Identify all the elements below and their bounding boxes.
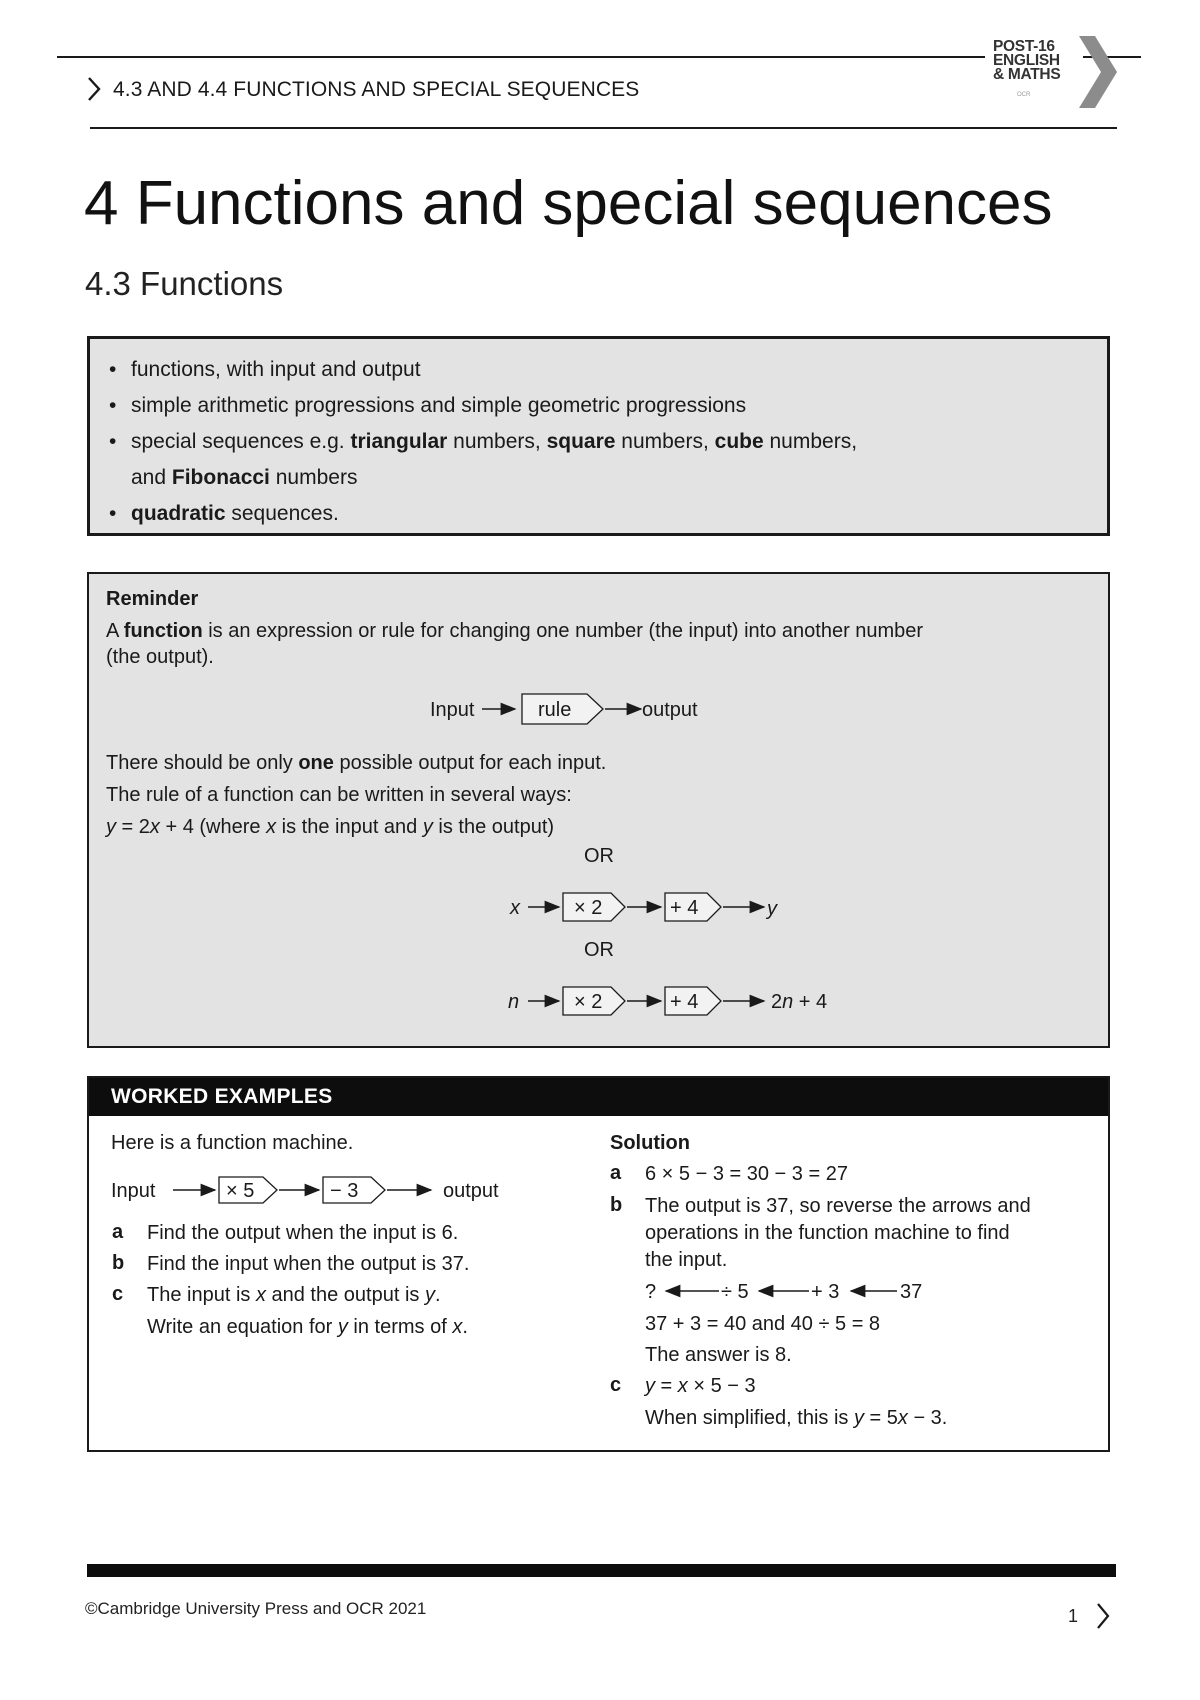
- objective-item: • special sequences e.g. triangular numbers, square numbers, cube numbers, and Fibonacci numbers: [109, 430, 858, 489]
- worked-examples-box: [87, 1076, 1110, 1452]
- diagram2-op1: × 2: [574, 897, 603, 919]
- reverse-function-machine: [641, 1274, 971, 1308]
- worked-examples-header: [89, 1078, 1108, 1116]
- worked-examples-heading: WORKED EXAMPLES: [111, 1085, 333, 1108]
- reminder-box: [87, 572, 1110, 1048]
- machine-output: output: [443, 1180, 499, 1202]
- header-top-rule: [57, 56, 1141, 58]
- header-bottom-rule: [90, 127, 1117, 129]
- question-a-label: a: [112, 1221, 124, 1243]
- solution-b-line-5: The answer is 8.: [645, 1344, 792, 1366]
- diagram2-output: y: [767, 898, 777, 920]
- worked-intro: Here is a function machine.: [111, 1132, 354, 1154]
- section-label: 4.3 AND 4.4 FUNCTIONS AND SPECIAL SEQUENCES: [113, 78, 640, 101]
- machine-op1: × 5: [226, 1180, 255, 1202]
- function-machine-diagram: [389, 684, 809, 734]
- question-b-label: b: [112, 1252, 125, 1274]
- objective-item: • simple arithmetic progressions and simple geometric progressions: [109, 394, 747, 417]
- copyright: ©Cambridge University Press and OCR 2021: [85, 1599, 427, 1618]
- reverse-div: ÷ 5: [721, 1281, 749, 1303]
- solution-c-line-1: y = x × 5 − 3: [645, 1375, 756, 1397]
- section-title: 4.3 Functions: [85, 265, 284, 302]
- function-machine-n-diagram: [389, 978, 849, 1022]
- reminder-line-2: The rule of a function can be written in several ways:: [106, 784, 572, 806]
- reminder-line-3: y = 2x + 4 (where x is the input and y is the output): [106, 816, 555, 838]
- solution-b-line-2: operations in the function machine to find: [645, 1222, 1010, 1244]
- diagram3-op1: × 2: [574, 991, 603, 1013]
- question-c-line-2: Write an equation for y in terms of x.: [147, 1316, 468, 1338]
- solution-b-label: b: [610, 1194, 623, 1216]
- or-label: OR: [584, 939, 614, 961]
- footer-bar: [87, 1564, 1116, 1577]
- machine-op2: − 3: [330, 1180, 359, 1202]
- diagram2-input: x: [510, 897, 520, 919]
- solution-a: 6 × 5 − 3 = 30 − 3 = 27: [645, 1163, 848, 1185]
- worked-function-machine: [107, 1170, 547, 1210]
- objective-item: • quadratic sequences.: [109, 502, 339, 525]
- reverse-q: ?: [645, 1281, 657, 1303]
- reminder-title: Reminder: [106, 588, 199, 610]
- solution-b-line-1: The output is 37, so reverse the arrows and: [645, 1195, 1031, 1217]
- diagram1-input: Input: [430, 699, 475, 721]
- diagram2-op2: + 4: [670, 897, 699, 919]
- solution-title: Solution: [610, 1132, 690, 1154]
- diagram1-output: output: [642, 699, 698, 721]
- function-machine-xy-diagram: [389, 884, 829, 928]
- diagram1-rule: rule: [538, 699, 572, 721]
- logo-line-3: & MATHS: [993, 66, 1061, 83]
- solution-a-label: a: [610, 1162, 622, 1184]
- function-definition: A function is an expression or rule for changing one number (the input) into another number (the output).: [106, 620, 924, 668]
- page-number: 1: [1068, 1606, 1079, 1626]
- chevron-right-icon: [86, 75, 102, 103]
- diagram3-output: 2n + 4: [771, 991, 828, 1013]
- diagram3-op2: + 4: [670, 991, 699, 1013]
- solution-b-line-4: 37 + 3 = 40 and 40 ÷ 5 = 8: [645, 1313, 881, 1335]
- reminder-line-1: There should be only one possible output for each input.: [106, 752, 607, 774]
- logo-line-1: POST-16: [993, 38, 1055, 55]
- logo-sub: OCR: [1017, 92, 1031, 98]
- solution-c-label: c: [610, 1374, 622, 1396]
- objectives-box: [87, 336, 1110, 536]
- reverse-out: 37: [900, 1281, 923, 1303]
- objectives-list: [105, 352, 857, 532]
- question-b: Find the input when the output is 37.: [147, 1253, 470, 1275]
- diagram3-input: n: [508, 991, 520, 1013]
- question-c: The input is x and the output is y.: [147, 1284, 441, 1306]
- post16-logo: [983, 36, 1123, 108]
- solution-b-line-3: the input.: [645, 1249, 728, 1271]
- logo-line-2: ENGLISH: [993, 52, 1060, 69]
- question-c-label: c: [112, 1283, 124, 1305]
- next-page-chevron-icon[interactable]: [1095, 1601, 1111, 1631]
- or-label: OR: [584, 845, 614, 867]
- reverse-add: + 3: [811, 1281, 840, 1303]
- solution-c-line-2: When simplified, this is y = 5x − 3.: [645, 1407, 948, 1429]
- page-title: 4 Functions and special sequences: [84, 169, 1053, 238]
- objective-item: • functions, with input and output: [109, 358, 421, 381]
- machine-input: Input: [111, 1180, 156, 1202]
- question-a: Find the output when the input is 6.: [147, 1222, 459, 1244]
